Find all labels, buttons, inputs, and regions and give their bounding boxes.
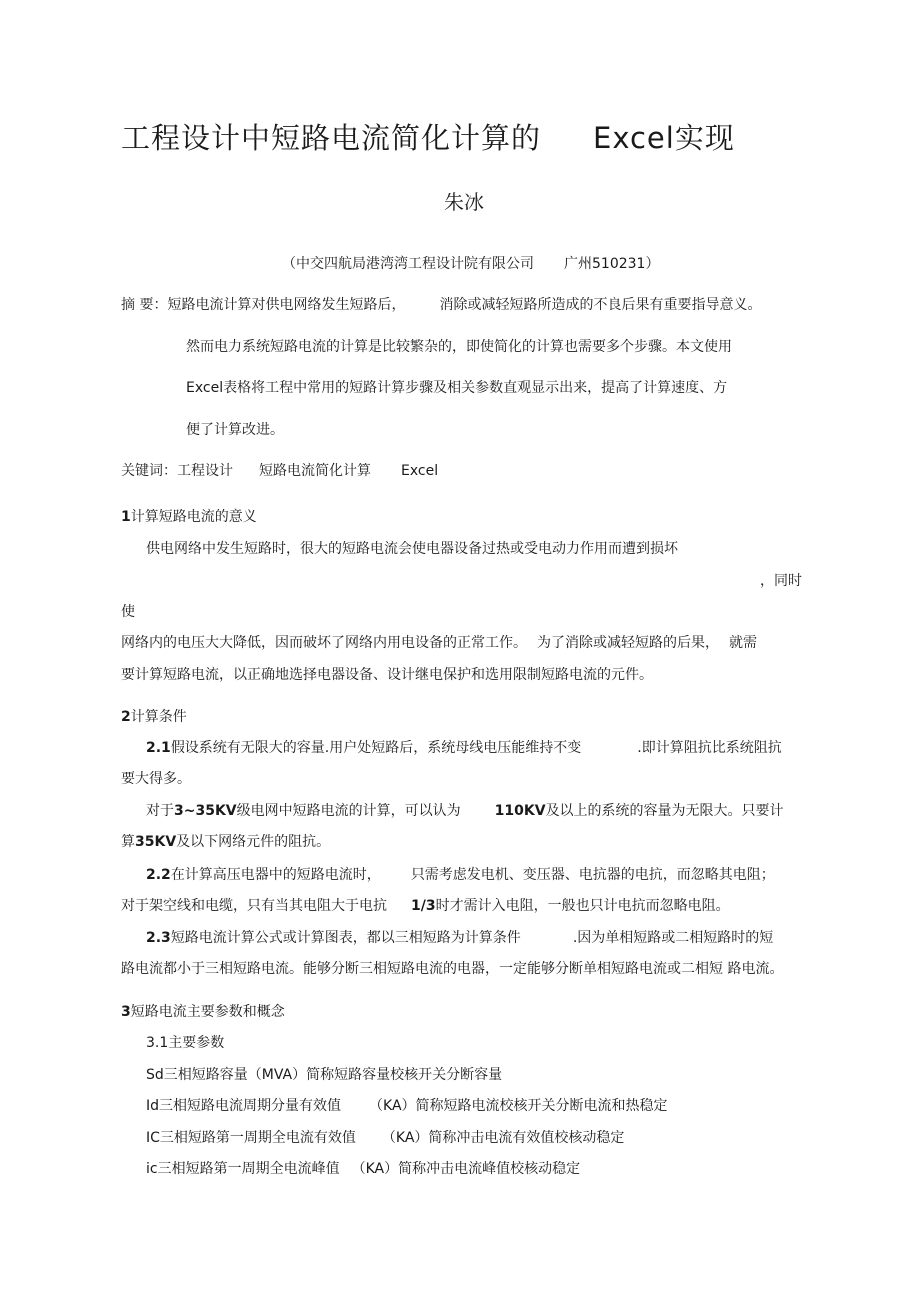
text-run: 3~35KV [174, 803, 237, 819]
paragraph-line: 供电网络中发生短路时，很大的短路电流会使电器设备过热或受电动力作用而遭到损坏 [146, 541, 678, 557]
text-run: .因为单相短路或二相短路时的短 [572, 930, 774, 946]
clause-number: 2.3 [146, 930, 171, 946]
text-run: 算 [121, 834, 135, 850]
parameter-symbol: IC [146, 1130, 160, 1146]
text-run: 三相短路第一周期全电流有效值 [159, 1130, 356, 1146]
parameter-item [146, 1066, 502, 1084]
keyword: 短路电流简化计算 [259, 463, 371, 479]
keywords-label: 关键词： [121, 463, 177, 479]
text-run: 1/3 [411, 898, 436, 914]
paragraph-line [121, 897, 730, 915]
abstract-label: 摘 要： [121, 297, 168, 313]
abstract-line-3: Excel表格将工程中常用的短路计算步骤及相关参数直观显示出来，提高了计算速度、方 [186, 380, 728, 396]
paragraph-line [146, 739, 782, 757]
section-heading [121, 1003, 285, 1021]
keywords [121, 462, 438, 480]
paragraph-line: 使 [121, 604, 135, 620]
abstract-line-4: 便了计算改进。 [186, 422, 284, 438]
section-title: 计算短路电流的意义 [130, 509, 257, 525]
affiliation-city: 广州510231） [564, 256, 660, 272]
text-run: .即计算阻抗比系统阻抗 [637, 740, 782, 756]
text-run: 为了消除或减轻短路的后果， [537, 635, 719, 651]
paragraph-line [146, 929, 773, 947]
paragraph-line: 要大得多。 [121, 771, 191, 787]
text-run: 对于 [146, 803, 174, 819]
parameter-symbol: Id [146, 1098, 160, 1114]
abstract-line-2: 然而电力系统短路电流的计算是比较繁杂的，即使简化的计算也需要多个步骤。本文使用 [186, 339, 732, 355]
section-title: 短路电流主要参数和概念 [130, 1004, 285, 1020]
text-run: 三相短路容量（ [163, 1067, 262, 1083]
title-tail: Excel实现 [593, 121, 735, 155]
text-run: ）简称冲击电流峰值校核动稳定 [384, 1161, 581, 1177]
parameter-unit: KA [395, 1130, 415, 1146]
text-run: 假设系统有无限大的容量.用户处短路后，系统母线电压能维持不变 [170, 740, 582, 756]
text-run: 及以下网络元件的阻抗。 [176, 834, 331, 850]
paragraph-line: ，同时 [760, 573, 802, 589]
section-heading [121, 708, 187, 726]
section-number: 3 [121, 1004, 131, 1020]
parameter-unit: KA [383, 1098, 402, 1114]
title-main: 工程设计中短路电流简化计算的 [121, 121, 542, 155]
parameter-unit: MVA [261, 1067, 293, 1083]
paragraph-line [121, 634, 757, 652]
text-run: 时才需计入电阻，一般也只计电抗而忽略电阻。 [435, 898, 730, 914]
subsection-title: 主要参数 [168, 1035, 225, 1051]
text-run: 只需考虑发电机、变压器、电抗器的电抗，而忽略其电阻； [410, 867, 775, 883]
text-run: ）简称冲击电流有效值校核动稳定 [414, 1130, 625, 1146]
clause-number: 2.2 [146, 867, 171, 883]
paragraph-line [146, 866, 775, 884]
text-run: 就需 [729, 635, 757, 651]
parameter-item: ic三相短路第一周期全电流峰值 （KA）简称冲击电流峰值校核动稳定 [146, 1161, 581, 1177]
paragraph-line: 路电流都小于三相短路电流。能够分断三相短路电流的电器，一定能够分断单相短路电流或二相短 路电流。 [121, 961, 784, 977]
section-title: 计算条件 [130, 709, 187, 725]
text-run: 在计算高压电器中的短路电流时， [170, 867, 381, 883]
parameter-item: IC三相短路第一周期全电流有效值 （KA）简称冲击电流有效值校核动稳定 [146, 1130, 625, 1146]
text-run: 35KV [135, 834, 177, 850]
keyword: Excel [401, 463, 439, 479]
parameter-symbol: Sd [146, 1067, 164, 1083]
text-run: 网络内的电压大大降低，因而破坏了网络内用电设备的正常工作。 [121, 635, 527, 651]
keyword: 工程设计 [177, 463, 233, 479]
text-run: 对于架空线和电缆，只有当其电阻大于电抗 [121, 898, 387, 914]
text-run: 级电网中短路电流的计算，可以认为 [236, 803, 461, 819]
subsection-number: 3.1 [146, 1035, 169, 1051]
section-number: 1 [121, 509, 131, 525]
text-run: 短路电流计算公式或计算图表，都以三相短路为计算条件 [170, 930, 521, 946]
abstract-text: 短路电流计算对供电网络发生短路后， [167, 297, 406, 313]
subsection-heading [146, 1034, 224, 1052]
text-run: 及以上的系统的容量为无限大。只要计 [545, 803, 784, 819]
text-run: ）简称短路容量校核开关分断容量 [292, 1067, 503, 1083]
abstract-text: 消除或减轻短路所造成的不良后果有重要指导意义。 [439, 297, 762, 313]
affiliation [282, 255, 659, 273]
parameter-symbol: ic [146, 1161, 158, 1177]
paragraph-line [146, 802, 784, 820]
abstract-line-1 [121, 296, 761, 314]
text-run: 三相短路第一周期全电流峰值 [157, 1161, 340, 1177]
paragraph-line: 要计算短路电流，以正确地选择电器设备、设计继电保护和选用限制短路电流的元件。 [121, 667, 653, 683]
page-title [121, 116, 735, 157]
parameter-item: Id三相短路电流周期分量有效值 （KA）简称短路电流校核开关分断电流和热稳定 [146, 1098, 668, 1114]
text-run: 三相短路电流周期分量有效值 [159, 1098, 342, 1114]
section-number: 2 [121, 709, 131, 725]
affiliation-org: （中交四航局港湾湾工程设计院有限公司 [282, 256, 534, 272]
section-heading [121, 508, 257, 526]
text-run: ）简称短路电流校核开关分断电流和热稳定 [401, 1098, 668, 1114]
clause-number: 2.1 [146, 740, 171, 756]
text-run: 110KV [494, 803, 546, 819]
author: 朱冰 [444, 190, 484, 214]
paragraph-line [121, 833, 330, 851]
parameter-unit: KA [365, 1161, 385, 1177]
